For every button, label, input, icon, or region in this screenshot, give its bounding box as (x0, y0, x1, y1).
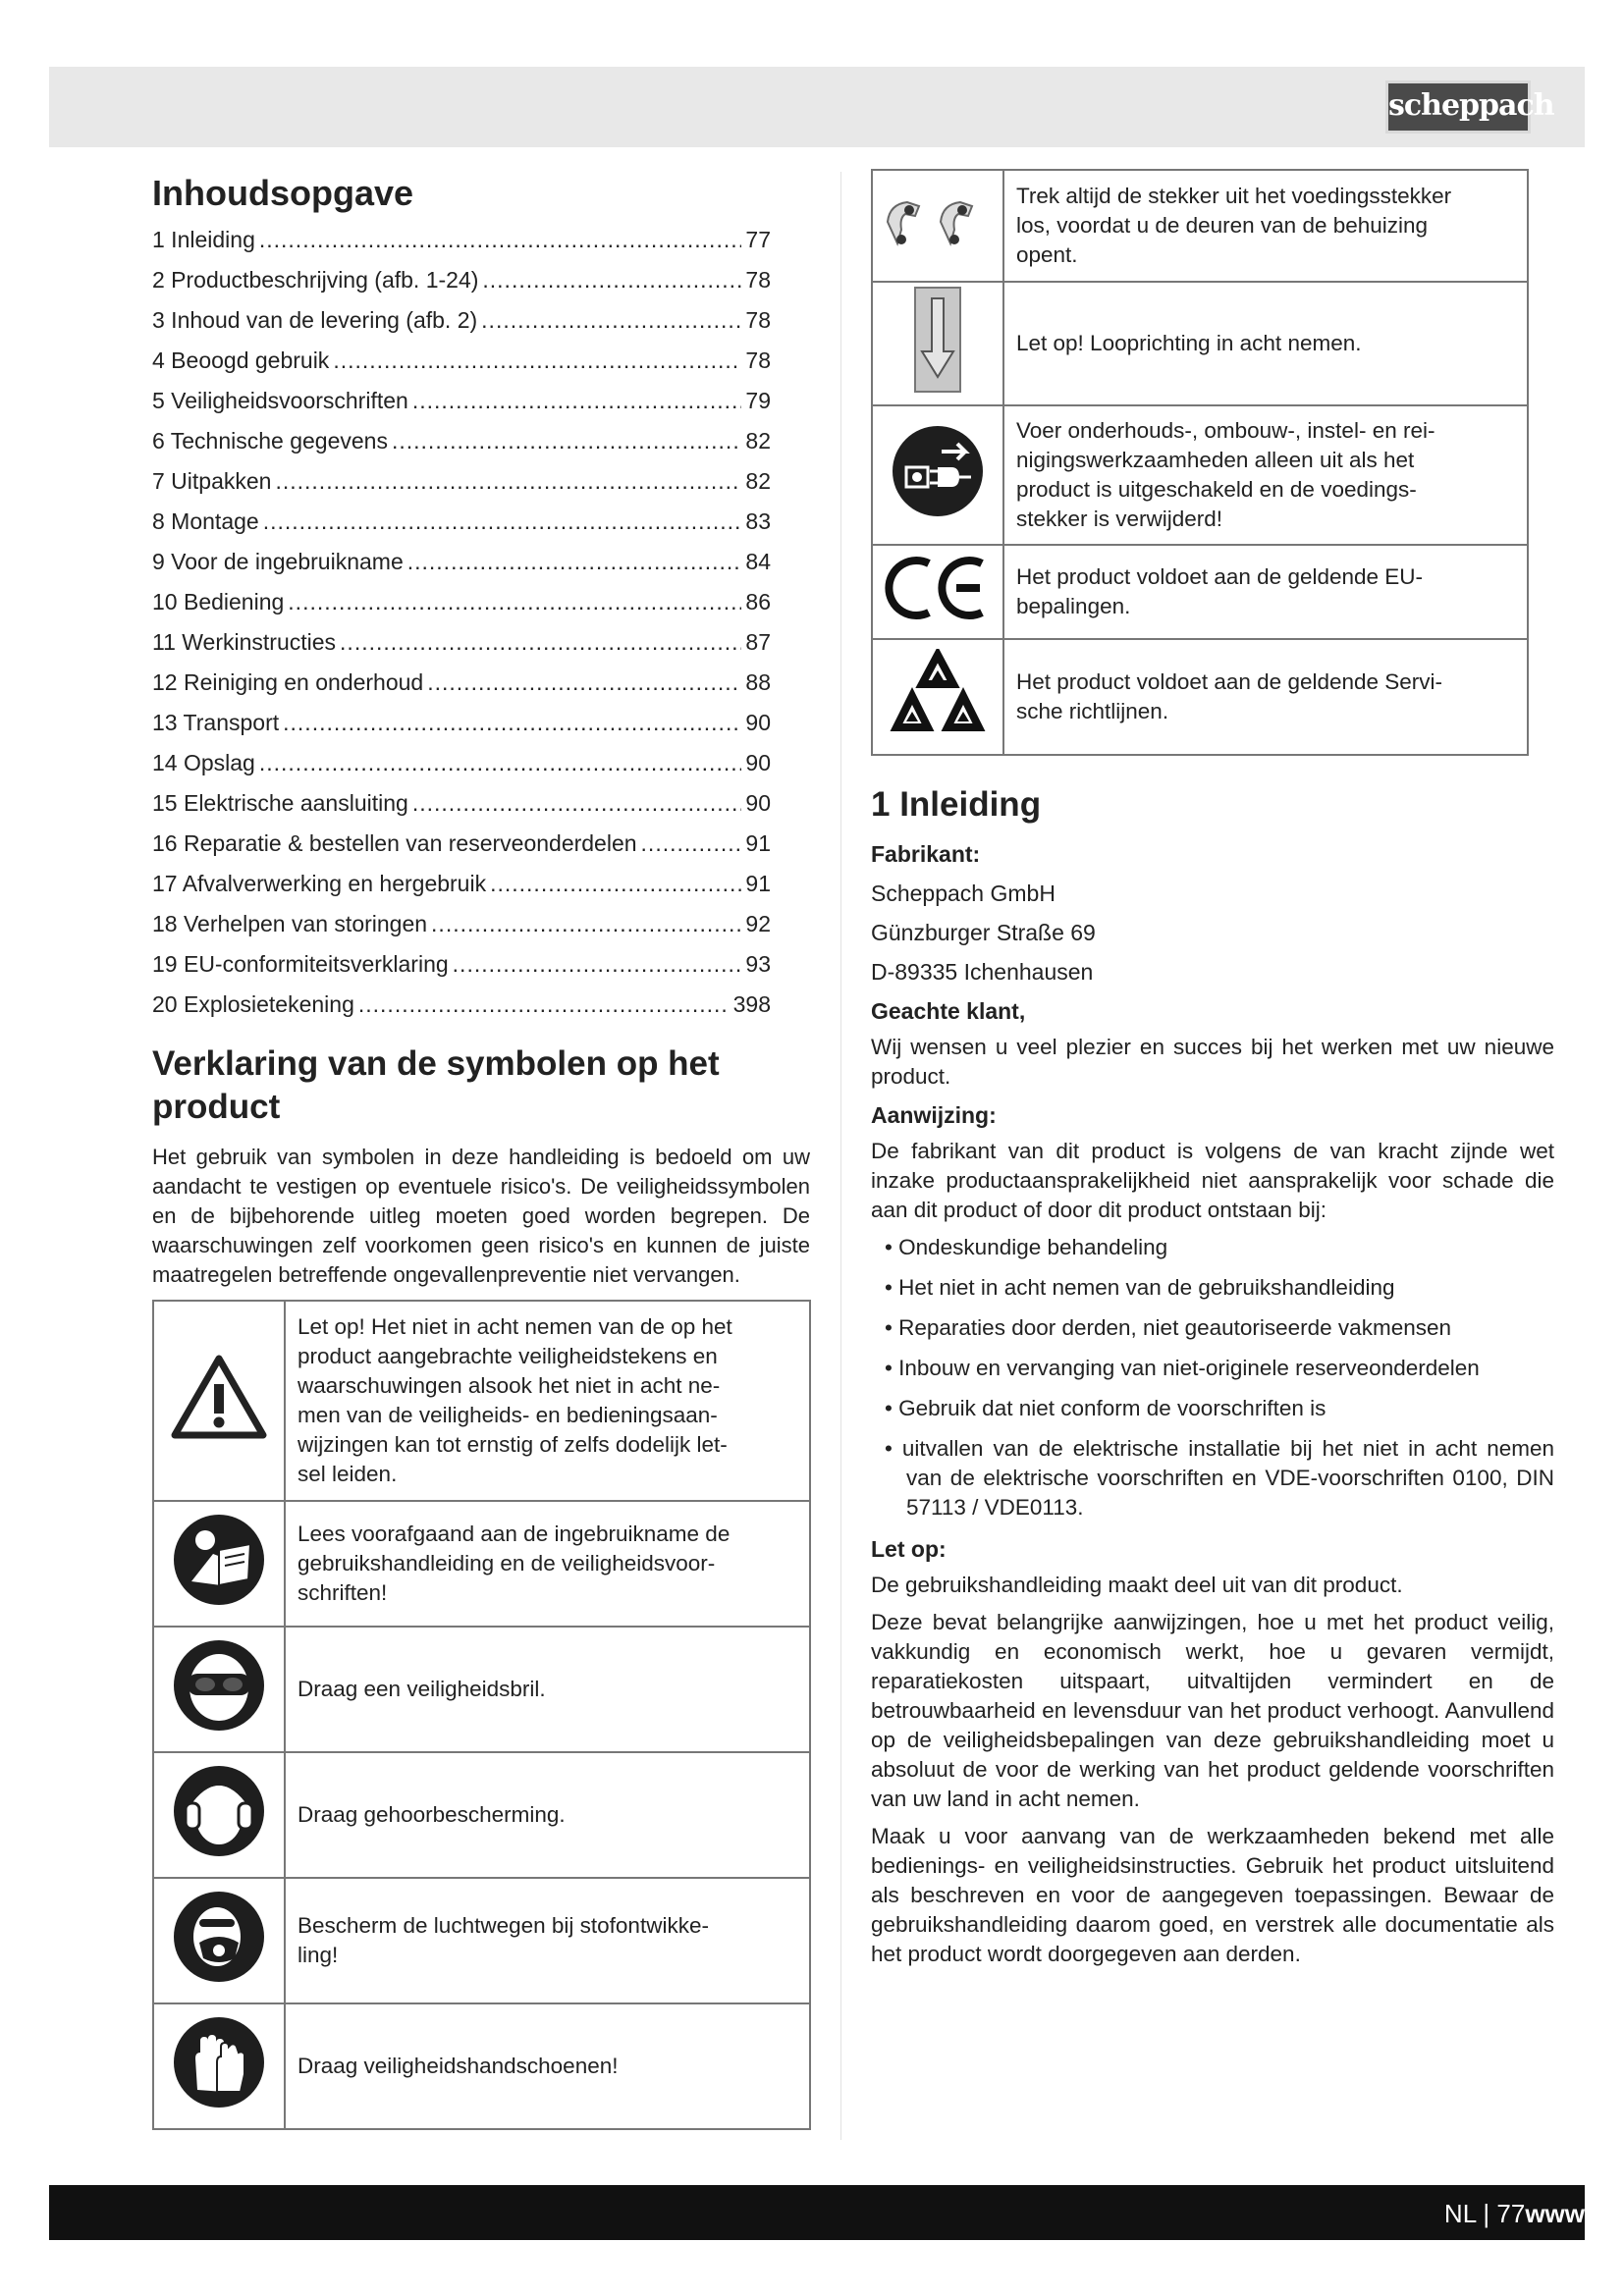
liability-item: • Reparaties door derden, niet geautoriseerde vakmensen (871, 1313, 1554, 1343)
symbol-row (872, 170, 1528, 282)
symbol-text-line: schriften! (298, 1580, 388, 1605)
arrow-down-icon (872, 282, 1003, 405)
toc-item-title: 16 Reparatie & bestellen van reserveonderdelen (152, 830, 637, 856)
symbol-text (285, 1627, 810, 1752)
header-bar (49, 67, 1585, 147)
right-column (871, 169, 1554, 1977)
toc-leader (283, 703, 741, 743)
toc-item-title: 3 Inhoud van de levering (afb. 2) (152, 307, 478, 333)
door-plug-icon (872, 170, 1003, 282)
toc-item-title: 17 Afvalverwerking en hergebruik (152, 871, 487, 896)
symbol-table-right (871, 169, 1529, 756)
toc-item (152, 904, 771, 944)
gloves-icon (153, 2003, 285, 2129)
aanwijzing-label: Aanwijzing: (871, 1102, 997, 1128)
symbol-row (153, 2003, 810, 2129)
symbol-text (1003, 405, 1528, 545)
symbol-text-line: men van de veiligheids- en bedieningsaan- (298, 1403, 718, 1427)
toc-item-page: 82 (745, 428, 771, 454)
toc-leader (427, 663, 741, 703)
symbol-text-line: opent. (1016, 242, 1078, 267)
toc-leader (340, 622, 741, 663)
column-divider (840, 172, 841, 2140)
toc-item-page: 86 (745, 589, 771, 614)
liability-item: • Gebruik dat niet conform de voorschriften is (871, 1394, 1554, 1423)
toc-item (152, 824, 771, 864)
brand-logo: scheppach (1385, 80, 1531, 133)
letop-text: De gebruikshandleiding maakt deel uit van dit product. (871, 1573, 1403, 1597)
symbol-text-line: Let op! Looprichting in acht nemen. (1016, 331, 1362, 355)
symbol-row (153, 1501, 810, 1627)
symbols-title: Verklaring van de symbolen op het product (152, 1044, 720, 1126)
toc-item-title: 18 Verhelpen van storingen (152, 911, 428, 936)
symbol-table-left (152, 1300, 811, 2130)
toc-leader (453, 944, 742, 985)
toc-item-title: 7 Uitpakken (152, 468, 272, 494)
symbol-text-line: Draag een veiligheidsbril. (298, 1677, 546, 1701)
toc-item-page: 79 (745, 388, 771, 413)
toc-item-title: 9 Voor de ingebruikname (152, 549, 404, 574)
company-street: Günzburger Straße 69 (871, 920, 1096, 945)
symbol-text (1003, 282, 1528, 405)
toc-item (152, 663, 771, 703)
toc-item (152, 783, 771, 824)
toc-item-title: 5 Veiligheidsvoorschriften (152, 388, 408, 413)
symbols-intro: Het gebruik van symbolen in deze handleiding is bedoeld om uw aandacht te vestigen op eventuele risico's. De veiligheidssymbolen en de bijbehorende uitleg moeten goed worden begrepen. De waarschuwingen zelf voorkomen geen risico's en kunnen de juiste maatregelen betreffende ongevallenpreventie niet vervangen. (152, 1145, 810, 1287)
warning-triangle-icon (153, 1301, 285, 1501)
toc-item-page: 78 (745, 267, 771, 293)
symbol-text-line: waarschuwingen alsook het niet in acht ne- (298, 1373, 721, 1398)
toc-leader (641, 824, 742, 864)
fabrikant-label: Fabrikant: (871, 841, 981, 867)
symbol-text (1003, 170, 1528, 282)
toc-item-page: 90 (745, 710, 771, 735)
toc-item-page: 91 (745, 871, 771, 896)
symbol-text (285, 1301, 810, 1501)
manual-paragraph-1: Deze bevat belangrijke aanwijzingen, hoe u met het product veilig, vakkundig en economisch werkt, hoe u gevaren vermijdt, reparatiekosten uitspaart, uitvaltijden vermindert en de betrouwbaarheid en levensduur van het product verhoogt. Aanvullend op de veiligheidsbepalingen van deze gebruikshandleiding moet u absoluut de voor de werking van het product geldende voorschriften van uw land in acht nemen. (871, 1610, 1554, 1811)
liability-item: • Ondeskundige behandeling (871, 1233, 1554, 1262)
liability-item: • uitvallen van de elektrische installatie bij het niet in acht nemen van de elektrische voorschriften en VDE-voorschriften 0100, DIN 57113 / VDE0113. (871, 1434, 1554, 1522)
toc-leader (412, 783, 742, 824)
toc-item-page: 78 (745, 347, 771, 373)
symbol-text-line: sel leiden. (298, 1462, 398, 1486)
wish-text: Wij wensen u veel plezier en succes bij het werken met uw nieuwe product. (871, 1035, 1554, 1089)
toc-item-page: 91 (745, 830, 771, 856)
toc-item (152, 542, 771, 582)
unplug-icon (872, 405, 1003, 545)
toc-item-title: 11 Werkinstructies (152, 629, 337, 655)
toc-item-title: 4 Beoogd gebruik (152, 347, 330, 373)
toc-item-title: 1 Inleiding (152, 227, 255, 252)
ear-protection-icon (153, 1752, 285, 1878)
symbol-text (285, 1878, 810, 2003)
toc-leader (259, 220, 742, 260)
toc-item (152, 743, 771, 783)
toc-item-title: 15 Elektrische aansluiting (152, 790, 408, 816)
toc-item (152, 461, 771, 502)
symbol-row (872, 639, 1528, 755)
symbol-text (1003, 639, 1528, 755)
toc-item-page: 78 (745, 307, 771, 333)
toc-item-page: 82 (745, 468, 771, 494)
left-column (152, 169, 810, 2130)
manual-paragraph-2: Maak u voor aanvang van de werkzaamheden bekend met alle bedienings- en veiligheidsinstructies. Gebruik het product uitsluitend als beschreven en voor de aangegeven toepassingen. Bewaar de gebruikshandleiding daarom goed, en verstrek alle documentatie als het product wordt doorgegeven aan derden. (871, 1824, 1554, 1966)
symbol-text-line: stekker is verwijderd! (1016, 507, 1223, 531)
symbol-row (153, 1301, 810, 1501)
toc-leader (288, 582, 741, 622)
footer-suffix: www (1525, 2199, 1585, 2228)
symbol-text-line: product aangebrachte veiligheidstekens en (298, 1344, 718, 1368)
toc-leader (412, 381, 742, 421)
footer-bar (49, 2185, 1585, 2240)
ce-mark-icon (872, 545, 1003, 639)
toc-item (152, 502, 771, 542)
symbol-row (872, 282, 1528, 405)
aanwijzing-text: De fabrikant van dit product is volgens de van kracht zijnde wet inzake productaansprakelijkheid niet aansprakelijk voor schade die aan dit product of door dit product ontstaan bij: (871, 1139, 1554, 1222)
toc-item (152, 864, 771, 904)
symbol-text (285, 2003, 810, 2129)
toc-leader (407, 542, 742, 582)
toc-item-title: 10 Bediening (152, 589, 285, 614)
serbian-mark-icon (872, 639, 1003, 755)
intro-title: 1 Inleiding (871, 785, 1042, 824)
symbol-text-line: sche richtlijnen. (1016, 699, 1169, 723)
toc-item-page: 83 (745, 508, 771, 534)
toc-leader (275, 461, 741, 502)
liability-item: • Het niet in acht nemen van de gebruikshandleiding (871, 1273, 1554, 1303)
toc-item (152, 381, 771, 421)
symbol-text-line: Lees voorafgaand aan de ingebruikname de (298, 1522, 731, 1546)
symbol-text-line: product is uitgeschakeld en de voedings- (1016, 477, 1417, 502)
toc-item-page: 90 (745, 750, 771, 775)
symbol-row (153, 1627, 810, 1752)
toc-leader (333, 341, 741, 381)
toc-item (152, 421, 771, 461)
toc-item (152, 220, 771, 260)
symbol-row (153, 1878, 810, 2003)
symbol-text-line: Let op! Het niet in acht nemen van de op het (298, 1314, 732, 1339)
company-city: D-89335 Ichenhausen (871, 959, 1094, 985)
toc-item-page: 84 (745, 549, 771, 574)
liability-list (871, 1233, 1554, 1522)
toc-item (152, 944, 771, 985)
page-label: NL | 77 (1443, 2199, 1526, 2228)
respirator-icon (153, 1878, 285, 2003)
symbol-text-line: Trek altijd de stekker uit het voedingsstekker (1016, 184, 1452, 208)
toc-item-title: 8 Montage (152, 508, 259, 534)
toc-list (152, 220, 810, 1025)
toc-leader (481, 300, 741, 341)
toc-item-title: 19 EU-conformiteitsverklaring (152, 951, 449, 977)
toc-item (152, 622, 771, 663)
toc-leader (431, 904, 741, 944)
symbol-text-line: gebruikshandleiding en de veiligheidsvoor- (298, 1551, 716, 1575)
toc-item-page: 87 (745, 629, 771, 655)
symbol-text (285, 1752, 810, 1878)
toc-item (152, 260, 771, 300)
page-number (1444, 2199, 1585, 2229)
toc-item (152, 300, 771, 341)
liability-item: • Inbouw en vervanging van niet-originele reserveonderdelen (871, 1354, 1554, 1383)
symbol-row (872, 545, 1528, 639)
read-manual-icon (153, 1501, 285, 1627)
letop-label: Let op: (871, 1536, 947, 1562)
symbol-text-line: bepalingen. (1016, 594, 1131, 618)
toc-item-page: 90 (745, 790, 771, 816)
symbol-text (285, 1501, 810, 1627)
symbol-text-line: Draag veiligheidshandschoenen! (298, 2054, 619, 2078)
symbol-text (1003, 545, 1528, 639)
toc-item-title: 6 Technische gegevens (152, 428, 388, 454)
toc-item-page: 398 (732, 991, 771, 1017)
symbol-text-line: Draag gehoorbescherming. (298, 1802, 566, 1827)
toc-item-page: 88 (745, 669, 771, 695)
toc-item-title: 13 Transport (152, 710, 280, 735)
symbol-text-line: Het product voldoet aan de geldende Servi- (1016, 669, 1443, 694)
safety-goggles-icon (153, 1627, 285, 1752)
toc-item-title: 12 Reiniging en onderhoud (152, 669, 424, 695)
toc-item-page: 77 (745, 227, 771, 252)
toc-leader (482, 260, 741, 300)
toc-item-title: 14 Opslag (152, 750, 255, 775)
toc-leader (263, 502, 742, 542)
symbol-text-line: Het product voldoet aan de geldende EU- (1016, 564, 1424, 589)
toc-leader (259, 743, 742, 783)
toc-item (152, 985, 771, 1025)
symbol-row (153, 1752, 810, 1878)
symbol-text-line: Bescherm de luchtwegen bij stofontwikke- (298, 1913, 709, 1938)
toc-item-title: 2 Productbeschrijving (afb. 1-24) (152, 267, 479, 293)
toc-leader (358, 985, 730, 1025)
symbol-text-line: Voer onderhouds-, ombouw-, instel- en rei- (1016, 418, 1435, 443)
toc-item (152, 341, 771, 381)
symbol-row (872, 405, 1528, 545)
toc-item (152, 703, 771, 743)
greeting: Geachte klant, (871, 998, 1026, 1024)
toc-leader (490, 864, 741, 904)
toc-item-title: 20 Explosietekening (152, 991, 354, 1017)
symbol-text-line: nigingswerkzaamheden alleen uit als het (1016, 448, 1415, 472)
symbol-text-line: los, voordat u de deuren van de behuizing (1016, 213, 1429, 238)
toc-title: Inhoudsopgave (152, 173, 414, 213)
company-name: Scheppach GmbH (871, 881, 1056, 906)
toc-item-page: 93 (745, 951, 771, 977)
toc-item (152, 582, 771, 622)
symbol-text-line: wijzingen kan tot ernstig of zelfs dodelijk let- (298, 1432, 728, 1457)
toc-leader (392, 421, 741, 461)
symbol-text-line: ling! (298, 1943, 339, 1967)
toc-item-page: 92 (745, 911, 771, 936)
